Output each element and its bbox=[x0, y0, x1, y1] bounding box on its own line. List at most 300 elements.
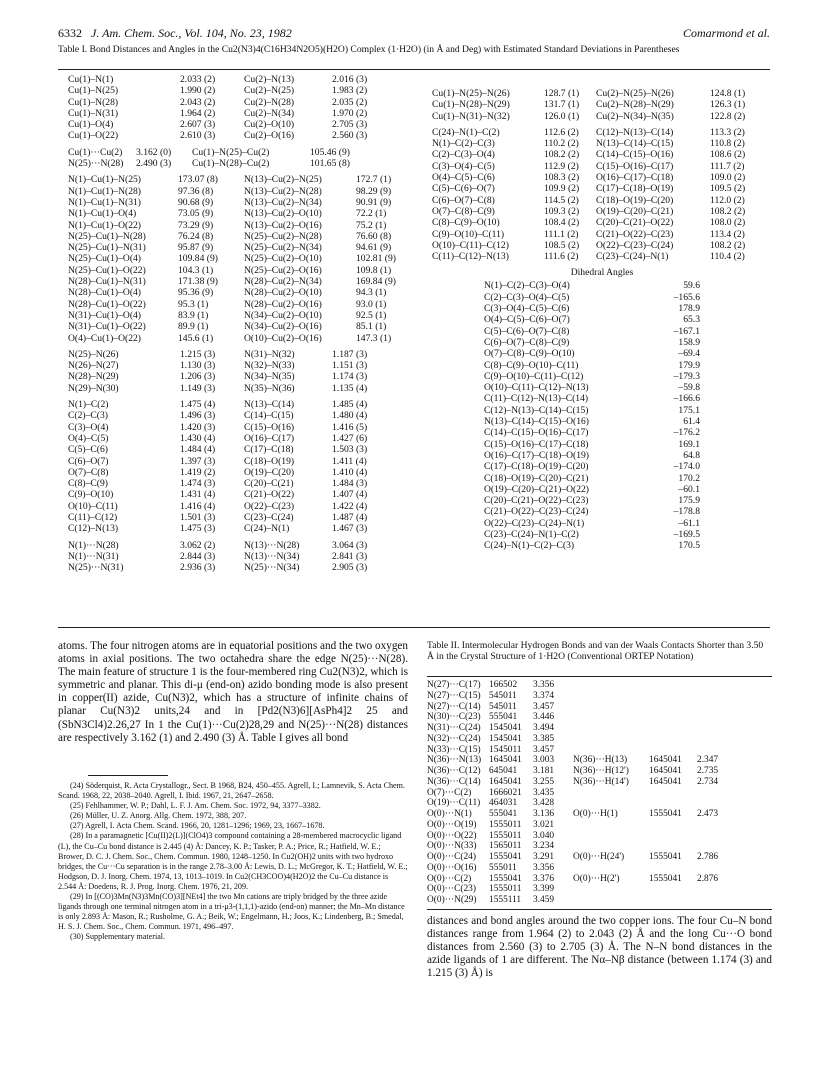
table-row-cell: 108.2 (2) bbox=[710, 205, 746, 217]
table-row-cell: 178.9 bbox=[678, 303, 700, 315]
table-row-cell: 1645041 bbox=[489, 755, 522, 766]
table-row-cell: N(1)–C(2)–C(3)–O(4) bbox=[484, 280, 570, 292]
table-row-cell: 90.91 (9) bbox=[356, 196, 392, 208]
table-row bbox=[68, 208, 416, 219]
table-row-cell: 2.705 (3) bbox=[332, 119, 368, 131]
table-row bbox=[68, 410, 396, 421]
table-row-cell bbox=[649, 820, 697, 831]
table-row-cell bbox=[573, 863, 649, 874]
table-row-cell: O(0)···O(19) bbox=[427, 819, 477, 830]
table-row-cell bbox=[649, 831, 697, 842]
table-row-cell: 98.29 (9) bbox=[356, 185, 392, 197]
table-row bbox=[432, 111, 762, 122]
table-row-cell: Cu(1)–N(28)–N(29) bbox=[432, 99, 510, 111]
table-row-cell: 114.5 (2) bbox=[544, 194, 579, 206]
table-row bbox=[427, 712, 729, 723]
table-row-cell: 108.6 (2) bbox=[710, 149, 746, 161]
table-row-cell: C(12)–N(13)–C(14)–C(15) bbox=[484, 404, 589, 416]
table-row bbox=[484, 360, 700, 371]
table-row-cell: 3.376 bbox=[533, 873, 555, 884]
table-row-cell: O(19)···C(11) bbox=[427, 798, 481, 809]
table-row-cell bbox=[697, 680, 729, 691]
table-row-cell: 1.215 (3) bbox=[180, 348, 216, 360]
table-row-cell: O(7)–C(8) bbox=[68, 466, 109, 478]
table-row-cell: N(36)···H(14') bbox=[573, 776, 629, 787]
table-row-cell: 2.016 (3) bbox=[332, 74, 368, 85]
table-row-cell bbox=[573, 884, 649, 895]
table-row-cell: O(0)···C(24) bbox=[427, 852, 476, 862]
table-row bbox=[68, 456, 396, 467]
body-text-right: distances and bond angles around the two copper ions. The four Cu–N bond distances range from 1.964 (2) to 2.043 (2) Å and the long Cu···O bond distances from 2.560 (3) to 2.705 (3) Å. The N–N bond distances in the azide ligands of 1 are different. The Nα–Nβ distance (between 1.174 (3) and 1.215 (3) Å) is bbox=[427, 915, 772, 980]
table-row-cell: C(5)–C(6)–O(7)–C(8) bbox=[484, 325, 570, 337]
table-row-cell bbox=[573, 820, 649, 831]
table-row-cell: 1.467 (3) bbox=[332, 523, 368, 535]
table-row-cell: 2.473 bbox=[697, 809, 719, 819]
table-row-cell bbox=[649, 841, 697, 852]
table-row-cell: 1.420 (3) bbox=[180, 421, 216, 433]
table-row-cell: 1555111 bbox=[489, 895, 522, 905]
table-row-cell: 126.0 (1) bbox=[544, 110, 580, 122]
table-row-cell: C(9)–O(10) bbox=[68, 489, 114, 501]
table-row-cell: C(18)–O(19)–C(20) bbox=[596, 194, 674, 206]
table-row bbox=[427, 734, 729, 745]
table-row-cell: 94.3 (1) bbox=[356, 287, 387, 299]
table-row-cell: N(13)–Cu(2)–N(28) bbox=[244, 185, 322, 197]
table-row-cell bbox=[573, 734, 649, 745]
table-row-cell: 2.043 (2) bbox=[180, 96, 216, 108]
table-row-cell: 172.7 (1) bbox=[356, 174, 392, 186]
table-row bbox=[432, 195, 762, 206]
table-row-cell: 1.416 (4) bbox=[180, 500, 216, 512]
page-number: 6332 bbox=[58, 26, 82, 40]
table-row-cell: N(27)···C(14) bbox=[427, 701, 481, 712]
table-row-cell: 3.136 bbox=[533, 809, 555, 819]
table-row-cell: 1.983 (2) bbox=[332, 85, 368, 97]
table-row-cell: 1.474 (3) bbox=[180, 478, 216, 490]
reference-item: (26) Müller, U. Z. Anorg. Allg. Chem. 1972, 388, 207. bbox=[70, 811, 247, 821]
table-row-cell: 109.3 (2) bbox=[544, 205, 580, 217]
table-row-cell: 158.9 bbox=[678, 336, 700, 348]
table-row-cell: 64.8 bbox=[683, 449, 700, 461]
table-row-cell: 1645041 bbox=[649, 776, 682, 787]
table-row-cell: N(1)–Cu(1)–N(31) bbox=[68, 196, 142, 208]
table-row-cell: 3.291 bbox=[533, 852, 555, 862]
table-row-cell: N(36)···H(13) bbox=[573, 755, 628, 766]
table-row-cell: 3.457 bbox=[533, 701, 555, 712]
table-row-cell: 72.2 (1) bbox=[356, 208, 387, 220]
table-row-cell: N(25)···N(28) bbox=[68, 158, 124, 170]
dihedral-block bbox=[484, 280, 700, 551]
table-row-cell: Cu(2)–O(10) bbox=[244, 119, 295, 131]
table-row-cell: C(21)–O(22)–C(23)–C(24) bbox=[484, 506, 589, 518]
table-row-cell: –60.1 bbox=[678, 483, 700, 495]
table-row bbox=[432, 217, 762, 228]
cu-angle-block bbox=[68, 174, 416, 343]
table-row bbox=[484, 393, 700, 404]
table-row-cell: C(8)–C(9)–O(10)–C(11) bbox=[484, 359, 579, 371]
table-row-cell bbox=[573, 895, 649, 906]
table-row-cell: C(21)–O(22) bbox=[244, 489, 295, 501]
table-row-cell: N(1)···N(28) bbox=[68, 539, 119, 551]
table-row-cell: 175.9 bbox=[678, 495, 700, 507]
table-row-cell: C(24)–N(1)–C(2) bbox=[432, 126, 500, 138]
table-row-cell: N(25)–Cu(2)–N(28) bbox=[244, 230, 322, 242]
table-row-cell: 175.1 bbox=[678, 404, 700, 416]
table-row bbox=[68, 349, 396, 360]
table-row-cell: O(22)–C(23) bbox=[244, 500, 295, 512]
table-row-cell: Cu(2)–N(34) bbox=[244, 107, 295, 119]
table-row-cell: C(21)–O(22)–C(23) bbox=[596, 228, 674, 240]
table-row-cell: 2.610 (3) bbox=[180, 130, 216, 142]
table-row bbox=[427, 852, 729, 863]
table-row bbox=[68, 287, 416, 298]
table-row-cell bbox=[573, 691, 649, 702]
table-row-cell: 131.7 (1) bbox=[544, 99, 580, 111]
table-row-cell: 122.8 (2) bbox=[710, 110, 746, 122]
table-row-cell: 545011 bbox=[489, 690, 517, 701]
table-row-cell: N(36)···N(13) bbox=[427, 755, 482, 766]
table-row-cell: 1.151 (3) bbox=[332, 360, 368, 372]
table-row-cell bbox=[697, 702, 729, 713]
table-row-cell: Cu(2)–N(34)–N(35) bbox=[596, 110, 674, 122]
table-row-cell: C(15)–O(16)–C(17)–C(18) bbox=[484, 438, 589, 450]
table-row bbox=[68, 147, 374, 158]
table-row-cell: Cu(1)–N(28)–Cu(2) bbox=[192, 158, 270, 170]
table-row-cell: Cu(2)–N(25) bbox=[244, 85, 295, 97]
table-row-cell: 93.0 (1) bbox=[356, 298, 387, 310]
table-row-cell: N(36)···C(14) bbox=[427, 776, 481, 787]
table-row-cell: 1.187 (3) bbox=[332, 348, 368, 360]
table-row-cell: 1.135 (4) bbox=[332, 382, 368, 394]
table-row-cell: 1.484 (4) bbox=[180, 444, 216, 456]
table-row-cell: 109.5 (2) bbox=[710, 183, 746, 195]
table-row-cell: N(28)–Cu(2)–N(34) bbox=[244, 276, 322, 288]
table-row-cell: 3.385 bbox=[533, 733, 555, 744]
table-row bbox=[427, 766, 729, 777]
table-row-cell: N(25)···N(34) bbox=[244, 562, 300, 574]
table-row-cell: 3.435 bbox=[533, 787, 555, 798]
table-row-cell: 1555041 bbox=[489, 852, 522, 862]
table1-top-rule bbox=[58, 69, 770, 70]
table-row bbox=[484, 337, 700, 348]
table-row-cell bbox=[697, 798, 729, 809]
table-row bbox=[432, 251, 762, 262]
table-row-cell: 92.5 (1) bbox=[356, 309, 387, 321]
table-row bbox=[432, 127, 762, 138]
table-row-cell: C(15)–O(16)–C(17) bbox=[596, 160, 674, 172]
table-row-cell: Cu(1)–N(31) bbox=[68, 107, 119, 119]
table-row-cell: O(10)–C(11)–C(12)–N(13) bbox=[484, 382, 589, 394]
table-row-cell: 3.021 bbox=[533, 819, 555, 830]
table-row-cell: 3.399 bbox=[533, 884, 555, 895]
table-row-cell: N(36)···H(12') bbox=[573, 766, 629, 776]
table-row-cell: C(14)–C(15)–O(16)–C(17) bbox=[484, 427, 589, 439]
table-row-cell: 1.422 (4) bbox=[332, 500, 368, 512]
table-row-cell: 108.4 (2) bbox=[544, 217, 580, 229]
table-row-cell: 112.6 (2) bbox=[544, 126, 579, 138]
table-row-cell bbox=[573, 841, 649, 852]
table-row-cell: 3.457 bbox=[533, 744, 555, 755]
table-row-cell: 109.9 (2) bbox=[544, 183, 580, 195]
table-row bbox=[484, 495, 700, 506]
table-row-cell: 3.234 bbox=[533, 841, 555, 852]
table-row-cell: O(0)···H(2') bbox=[573, 873, 620, 884]
table-row-cell: N(25)–Cu(2)–N(34) bbox=[244, 242, 322, 254]
table-row bbox=[427, 863, 729, 874]
table-row-cell: 110.2 (2) bbox=[544, 138, 579, 150]
table-row-cell: 1.501 (3) bbox=[180, 511, 216, 523]
table-row-cell: 109.0 (2) bbox=[710, 172, 746, 184]
table-row-cell: 1.174 (3) bbox=[332, 371, 368, 383]
table-row-cell: –178.8 bbox=[673, 506, 700, 518]
table-row bbox=[484, 303, 700, 314]
reference-item: (25) Fehlhammer, W. P.; Dahl, L. F. J. Am. Chem. Soc. 1972, 94, 3377–3382. bbox=[70, 801, 321, 811]
table-row-cell: 3.356 bbox=[533, 862, 555, 873]
table-row-cell bbox=[697, 734, 729, 745]
table-row-cell: 2.841 (3) bbox=[332, 550, 368, 562]
table-row-cell: Cu(1)–N(25)–N(26) bbox=[432, 88, 510, 99]
table-row bbox=[68, 360, 396, 371]
table-row-cell: N(25)–Cu(1)–N(28) bbox=[68, 230, 146, 242]
table-row bbox=[427, 755, 729, 766]
table-row-cell: –69.4 bbox=[678, 348, 700, 360]
table-row-cell: –61.1 bbox=[678, 517, 700, 529]
table-row-cell bbox=[649, 680, 697, 691]
table-row-cell: N(13)···N(34) bbox=[244, 550, 300, 562]
table-row bbox=[427, 680, 729, 691]
table-row-cell: N(31)–Cu(1)–O(4) bbox=[68, 309, 142, 321]
table-row-cell: 1645041 bbox=[489, 776, 522, 787]
table-row-cell bbox=[649, 723, 697, 734]
table-row-cell bbox=[573, 712, 649, 723]
table-row-cell: 1555041 bbox=[649, 873, 682, 884]
table-row-cell: N(1)–Cu(1)–O(22) bbox=[68, 219, 142, 231]
table-row bbox=[68, 97, 396, 108]
table-row-cell: 112.9 (2) bbox=[544, 160, 579, 172]
table-row-cell: O(0)···H(1) bbox=[573, 809, 618, 819]
table-row-cell: C(8)–C(9)–O(10) bbox=[432, 217, 500, 229]
table-row-cell: O(0)···H(24') bbox=[573, 852, 625, 862]
table-row-cell: C(3)–O(4)–C(5) bbox=[432, 160, 495, 172]
table-row bbox=[68, 108, 396, 119]
table-row bbox=[68, 265, 416, 276]
table-row-cell: 3.459 bbox=[533, 895, 555, 905]
table-row-cell: C(6)–O(7) bbox=[68, 455, 109, 467]
table-row-cell: 1.485 (4) bbox=[332, 399, 368, 411]
table-row-cell bbox=[697, 712, 729, 723]
table-row-cell: 1.480 (4) bbox=[332, 410, 368, 422]
dihedral-title: Dihedral Angles bbox=[570, 267, 634, 279]
table-row bbox=[68, 321, 416, 332]
table-row-cell: 73.05 (9) bbox=[178, 208, 214, 220]
table-row-cell: 126.3 (1) bbox=[710, 99, 746, 111]
table-row bbox=[427, 691, 729, 702]
table-row-cell: N(13)–C(14) bbox=[244, 399, 295, 411]
table-row-cell: –166.6 bbox=[673, 393, 700, 405]
table-row bbox=[432, 138, 762, 149]
table-row-cell: N(1)···N(31) bbox=[68, 550, 119, 562]
table-row-cell: 645041 bbox=[489, 766, 518, 776]
table2-body bbox=[427, 680, 772, 906]
table-row-cell: O(22)–C(23)–C(24)–N(1) bbox=[484, 517, 585, 529]
table-row-cell: O(4)–C(5)–C(6) bbox=[432, 172, 495, 184]
table-row-cell: N(28)–Cu(2)–O(10) bbox=[244, 287, 322, 299]
table-row-cell: C(23)–C(24)–N(1) bbox=[596, 251, 669, 263]
table-row-cell: C(17)–C(18)–O(19) bbox=[596, 183, 674, 195]
table-row-cell: O(22)–C(23)–C(24) bbox=[596, 239, 674, 251]
table-row-cell: 97.36 (8) bbox=[178, 185, 214, 197]
table-row bbox=[68, 242, 416, 253]
table-row bbox=[432, 99, 762, 110]
table-row-cell: N(13)–Cu(2)–N(25) bbox=[244, 174, 322, 186]
table-row-cell: 170.2 bbox=[678, 472, 700, 484]
table-row-cell bbox=[573, 798, 649, 809]
table-row-cell: 108.2 (2) bbox=[544, 149, 580, 161]
table-row bbox=[432, 240, 762, 251]
table-row-cell: C(23)–C(24) bbox=[244, 511, 294, 523]
table-row-cell: 1.397 (3) bbox=[180, 455, 216, 467]
table-row-cell: O(16)–C(17)–C(18)–O(19) bbox=[484, 449, 589, 461]
table-row-cell: C(9)–O(10)–C(11)–C(12) bbox=[484, 370, 584, 382]
table-row-cell bbox=[649, 798, 697, 809]
table-row-cell: 3.181 bbox=[533, 766, 555, 776]
table-row bbox=[427, 809, 729, 820]
table-row-cell: 59.6 bbox=[683, 280, 700, 292]
table-row-cell: –179.3 bbox=[673, 370, 700, 382]
table-row-cell: 1555041 bbox=[649, 852, 682, 862]
table-row-cell: O(0)···N(29) bbox=[427, 895, 477, 905]
table-row-cell: C(17)–C(18)–O(19)–C(20) bbox=[484, 461, 589, 473]
table-row-cell: 1.430 (4) bbox=[180, 432, 216, 444]
table2-bottom-rule bbox=[427, 909, 772, 910]
table-row-cell: Cu(1)–O(4) bbox=[68, 119, 114, 131]
table-row-cell: 113.4 (2) bbox=[710, 228, 745, 240]
table-row-cell: 111.7 (2) bbox=[710, 160, 745, 172]
table-row bbox=[427, 777, 729, 788]
table-row-cell: O(0)···N(33) bbox=[427, 841, 477, 852]
table-row bbox=[68, 383, 396, 394]
table-row-cell: 1.410 (4) bbox=[332, 466, 368, 478]
table-row-cell: 1555041 bbox=[649, 809, 682, 819]
table-row bbox=[484, 540, 700, 551]
table-row bbox=[484, 371, 700, 382]
table-row-cell: 169.84 (9) bbox=[356, 276, 396, 288]
table-row-cell: 95.36 (9) bbox=[178, 287, 214, 299]
table-row-cell: N(13)–C(14)–C(15) bbox=[596, 138, 674, 150]
table-row-cell bbox=[649, 745, 697, 756]
table-row-cell: 2.347 bbox=[697, 755, 719, 766]
table-row bbox=[68, 231, 416, 242]
table-row-cell: 124.8 (1) bbox=[710, 88, 746, 99]
table-row-cell: 3.064 (3) bbox=[332, 539, 368, 551]
table-row-cell: N(13)–Cu(2)–O(16) bbox=[244, 219, 322, 231]
table-row-cell: 1565011 bbox=[489, 841, 522, 852]
table-row-cell: 3.040 bbox=[533, 830, 555, 841]
table-row-cell: 105.46 (9) bbox=[310, 146, 350, 158]
table-row bbox=[427, 723, 729, 734]
table-row bbox=[68, 158, 374, 169]
table-row-cell: 102.81 (9) bbox=[356, 253, 396, 265]
table-row-cell: N(13)–Cu(2)–O(10) bbox=[244, 208, 322, 220]
table-row-cell bbox=[573, 680, 649, 691]
table-row-cell: N(28)–Cu(1)–O(4) bbox=[68, 287, 142, 299]
table-row bbox=[68, 562, 396, 573]
azide-bond-block bbox=[68, 349, 396, 394]
table-row-cell: C(20)–C(21) bbox=[244, 478, 294, 490]
table-row-cell: 1.496 (3) bbox=[180, 410, 216, 422]
reference-item: (29) In [(CO)3Mn(N3)3Mn(CO)3][NEt4] the two Mn cations are triply bridged by the three azide ligands through one terminal nitrogen atom in a tri-μ3-(1,1,1)-azido (end-on) manner; the Mn–Mn distance is only 2.893 Å: Mason, R.; Rusholme, G. A.; Beik, W.; Engelmann, H.; Joos, K.; Lindenberg, B.; Smedal, H. S. J. Chem. Soc., Chem. Commun. 1971, 496–497. bbox=[58, 892, 405, 932]
table-row-cell: Cu(1)–N(25) bbox=[68, 85, 119, 97]
table-row bbox=[484, 450, 700, 461]
table-row-cell: N(28)–Cu(1)–O(22) bbox=[68, 298, 146, 310]
table-row-cell: N(27)···C(17) bbox=[427, 680, 481, 690]
table-row-cell: 108.0 (2) bbox=[710, 217, 746, 229]
table-row-cell: C(20)–C(21)–O(22)–C(23) bbox=[484, 495, 589, 507]
table-row-cell: N(36)···C(12) bbox=[427, 766, 481, 776]
table-row-cell: 1.503 (3) bbox=[332, 444, 368, 456]
table-row-cell: N(25)–Cu(1)–O(4) bbox=[68, 253, 142, 265]
table-row-cell bbox=[697, 831, 729, 842]
table-row-cell: C(24)–N(1) bbox=[244, 523, 290, 535]
table-row-cell bbox=[697, 863, 729, 874]
table-row bbox=[484, 280, 700, 291]
table-row bbox=[484, 439, 700, 450]
table-row-cell: O(7)···C(2) bbox=[427, 787, 472, 798]
table-row-cell: 111.6 (2) bbox=[544, 251, 579, 263]
table-row-cell: 83.9 (1) bbox=[178, 309, 209, 321]
table-row-cell: 1.419 (2) bbox=[180, 466, 216, 478]
table-row-cell: 1555011 bbox=[489, 819, 522, 830]
footnote-rule bbox=[88, 775, 168, 776]
table-row-cell: C(8)–C(9) bbox=[68, 478, 108, 490]
table-row-cell: 2.735 bbox=[697, 766, 719, 776]
table-row-cell: C(6)–O(7)–C(8)–C(9) bbox=[484, 336, 570, 348]
table-row-cell: –59.8 bbox=[678, 382, 700, 394]
table-row-cell: O(4)–Cu(1)–O(22) bbox=[68, 332, 142, 344]
table-row-cell bbox=[573, 745, 649, 756]
ligand-angle-block bbox=[432, 127, 762, 263]
table-row-cell: Cu(1)–N(28) bbox=[68, 96, 119, 108]
reference-item: (27) Agrell, I. Acta Chem. Scand. 1966, 20, 1281–1296; 1969, 23, 1667–1678. bbox=[70, 821, 325, 831]
table-row bbox=[68, 444, 396, 455]
table-row-cell: C(5)–C(6)–O(7) bbox=[432, 183, 495, 195]
table-row-cell: 1545041 bbox=[489, 733, 522, 744]
table-row-cell: 2.560 (3) bbox=[332, 130, 368, 142]
table-row-cell: 108.5 (2) bbox=[544, 239, 580, 251]
table-row bbox=[68, 399, 396, 410]
table-row-cell: –167.1 bbox=[673, 325, 700, 337]
table-row-cell: N(29)–N(30) bbox=[68, 382, 119, 394]
table-row-cell bbox=[649, 712, 697, 723]
table-row-cell: C(2)–C(3)–O(4)–C(5) bbox=[484, 291, 570, 303]
table-row-cell: O(7)–C(8)–C(9)–O(10) bbox=[484, 348, 575, 360]
table-row-cell: N(25)–Cu(1)–N(31) bbox=[68, 242, 146, 254]
table-row-cell bbox=[573, 702, 649, 713]
table-row bbox=[484, 405, 700, 416]
table-row-cell: O(19)–C(20)–C(21) bbox=[596, 205, 674, 217]
table-row-cell: C(17)–C(18) bbox=[244, 444, 294, 456]
table-row-cell: 111.1 (2) bbox=[544, 228, 579, 240]
table-row bbox=[432, 149, 762, 160]
table-row-cell: N(28)–Cu(1)–N(31) bbox=[68, 276, 146, 288]
table-row-cell: N(1)–C(2)–C(3) bbox=[432, 138, 495, 150]
table-row-cell: 171.38 (9) bbox=[178, 276, 218, 288]
table-row-cell: C(9)–O(10)–C(11) bbox=[432, 228, 505, 240]
table-row-cell: C(14)–C(15) bbox=[244, 410, 294, 422]
table-row-cell: N(34)–Cu(2)–O(10) bbox=[244, 309, 322, 321]
table-row-cell: Cu(2)–N(13) bbox=[244, 74, 295, 85]
table-row-cell: 555011 bbox=[489, 862, 517, 873]
